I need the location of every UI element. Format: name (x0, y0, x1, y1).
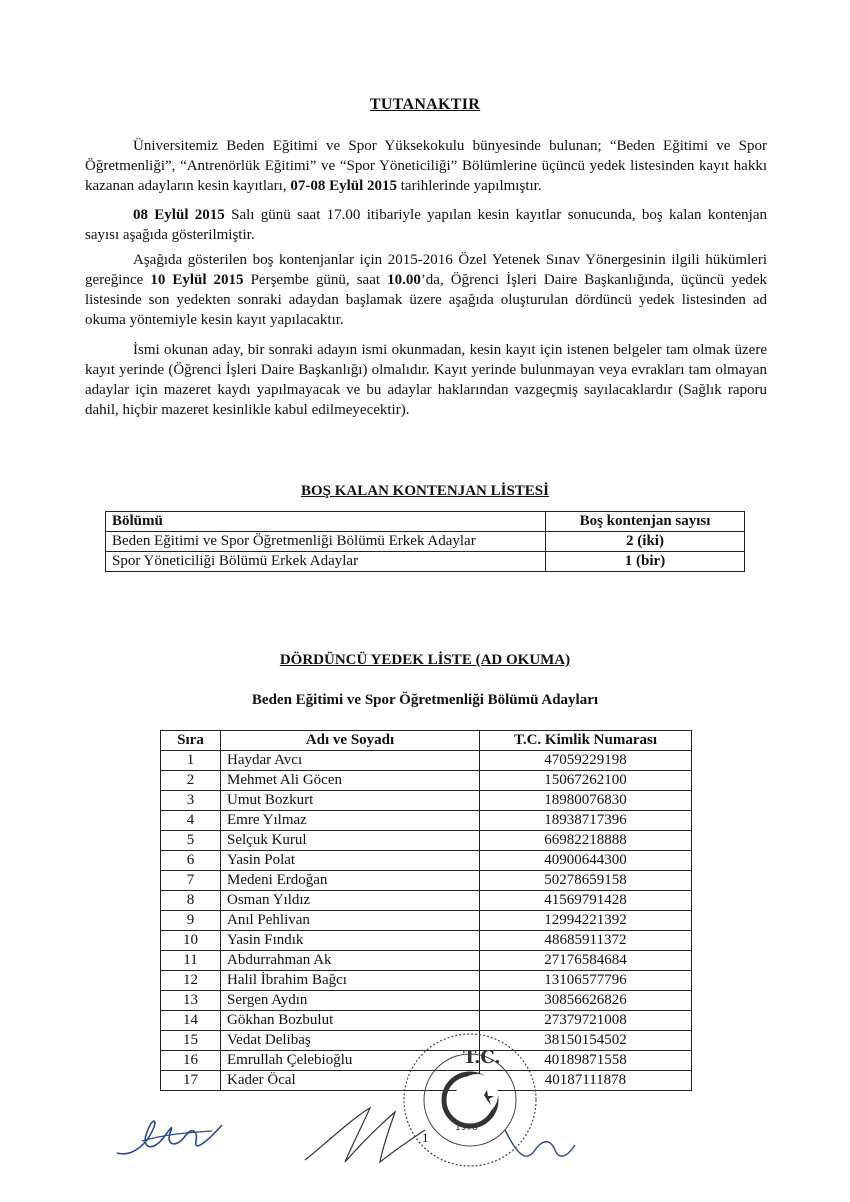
order-cell: 9 (161, 911, 221, 931)
signature-left (112, 1105, 232, 1165)
table-row (161, 831, 692, 851)
name-cell: Abdurrahman Ak (221, 951, 480, 971)
id-number-cell: 15067262100 (480, 771, 692, 791)
signature-right (500, 1120, 580, 1170)
table-row (161, 911, 692, 931)
table-row (161, 931, 692, 951)
seal-letters: T.C. (463, 1047, 501, 1068)
page-number: 1 (422, 1130, 429, 1145)
text-run: 10 Eylül 2015 (150, 272, 244, 288)
text-run: Aşağıda gösterilen boş kontenjanlar için 2015-2016 Özel Yetenek Sınav Yönergesinin ilgili hükümleri gereğince (85, 252, 767, 288)
name-cell: Emre Yılmaz (221, 811, 480, 831)
table-row (106, 532, 745, 552)
table-row (161, 811, 692, 831)
vacancy-table (105, 511, 745, 572)
table-row (161, 771, 692, 791)
order-cell: 7 (161, 871, 221, 891)
header-name: Adı ve Soyadı (221, 731, 480, 751)
table-row (161, 991, 692, 1011)
id-number-cell: 47059229198 (480, 751, 692, 771)
id-number-cell: 27379721008 (480, 1011, 692, 1031)
name-cell: Yasin Polat (221, 851, 480, 871)
vacancy-count-cell: 1 (bir) (546, 552, 745, 572)
order-cell: 1 (161, 751, 221, 771)
id-number-cell: 30856626826 (480, 991, 692, 1011)
order-cell: 3 (161, 791, 221, 811)
name-cell: Medeni Erdoğan (221, 871, 480, 891)
id-number-cell: 50278659158 (480, 871, 692, 891)
reserve-list-subtitle: Beden Eğitimi ve Spor Öğretmenliği Bölümü Adayları (251, 692, 599, 708)
id-number-cell: 48685911372 (480, 931, 692, 951)
name-cell: Emrullah Çelebioğlu (221, 1051, 480, 1071)
order-cell: 5 (161, 831, 221, 851)
paragraph-4 (85, 340, 767, 420)
name-cell: Haydar Avcı (221, 751, 480, 771)
department-cell: Spor Yöneticiliği Bölümü Erkek Adaylar (106, 552, 546, 572)
text-run: Salı günü saat 17.00 itibariyle yapılan kesin kayıtlar sonucunda, boş kalan kontenjan sayısı aşağıda gösterilmiştir. (85, 207, 767, 243)
id-number-cell: 18980076830 (480, 791, 692, 811)
name-cell: Selçuk Kurul (221, 831, 480, 851)
name-cell: Gökhan Bozbulut (221, 1011, 480, 1031)
id-number-cell: 40900644300 (480, 851, 692, 871)
order-cell: 4 (161, 811, 221, 831)
id-number-cell: 27176584684 (480, 951, 692, 971)
name-cell: Sergen Aydın (221, 991, 480, 1011)
text-run: 07-08 Eylül 2015 (290, 178, 398, 194)
order-cell: 2 (161, 771, 221, 791)
vacancy-table-title: BOŞ KALAN KONTENJAN LİSTESİ (301, 483, 549, 499)
name-cell: Mehmet Ali Göcen (221, 771, 480, 791)
table-row (106, 552, 745, 572)
table-row (161, 851, 692, 871)
id-number-cell: 40189871558 (480, 1051, 692, 1071)
name-cell: Halil İbrahim Bağcı (221, 971, 480, 991)
text-run: 10.00 (387, 272, 421, 288)
vacancy-table-header (106, 512, 745, 532)
paragraph-1 (85, 136, 767, 196)
order-cell: 10 (161, 931, 221, 951)
name-cell: Kader Öcal (221, 1071, 480, 1091)
name-cell: Anıl Pehlivan (221, 911, 480, 931)
header-department: Bölümü (106, 512, 546, 532)
order-cell: 13 (161, 991, 221, 1011)
order-cell: 17 (161, 1071, 221, 1091)
paragraph-3 (85, 250, 767, 330)
seal-year: 1978 (455, 1123, 478, 1133)
reserve-list-title: DÖRDÜNCÜ YEDEK LİSTE (AD OKUMA) (279, 652, 571, 668)
id-number-cell: 66982218888 (480, 831, 692, 851)
document-title: TUTANAKTIR (369, 96, 481, 113)
table-row (161, 891, 692, 911)
text-run: 08 Eylül 2015 (133, 207, 225, 223)
paragraph-2 (85, 205, 767, 245)
header-id-number: T.C. Kimlik Numarası (480, 731, 692, 751)
id-number-cell: 12994221392 (480, 911, 692, 931)
id-number-cell: 13106577796 (480, 971, 692, 991)
table-row (161, 751, 692, 771)
order-cell: 16 (161, 1051, 221, 1071)
text-run: ’da, Öğrenci İşleri Daire Başkanlığında, üçüncü yedek listesinde son yedekten sonraki adaydan başlamak üzere aşağıda oluşturulan dördüncü yedek listesinden ad okuma yöntemiyle kesin kayıt yapılacaktır. (85, 272, 768, 328)
id-number-cell: 40187111878 (480, 1071, 692, 1091)
vacancy-count-cell: 2 (iki) (546, 532, 745, 552)
header-vacancy-count: Boş kontenjan sayısı (546, 512, 745, 532)
table-row (161, 871, 692, 891)
text-run: tarihlerinde yapılmıştır. (397, 178, 542, 194)
table-row (161, 971, 692, 991)
name-cell: Vedat Delibaş (221, 1031, 480, 1051)
table-row (161, 791, 692, 811)
header-order: Sıra (161, 731, 221, 751)
department-cell: Beden Eğitimi ve Spor Öğretmenliği Bölümü Erkek Adaylar (106, 532, 546, 552)
table-row (161, 951, 692, 971)
order-cell: 15 (161, 1031, 221, 1051)
text-run: Perşembe günü, saat (243, 272, 388, 288)
order-cell: 14 (161, 1011, 221, 1031)
signature-middle (300, 1100, 440, 1170)
order-cell: 6 (161, 851, 221, 871)
name-cell: Osman Yıldız (221, 891, 480, 911)
order-cell: 11 (161, 951, 221, 971)
text-run: İsmi okunan aday, bir sonraki adayın ismi okunmadan, kesin kayıt için istenen belgeler tam olmak üzere kayıt yerinde (Öğrenci İşleri Daire Başkanlığı) olmalıdır. Kayıt yerinde bulunmayan veya evrakları tam olmayan adaylar için mazeret kaydı yapılmayacak ve bu adaylar haklarından vazgeçmiş sayılacaklardır (Sağlık raporu dahil, hiçbir mazeret kesinlikle kabul edilmeyecektir). (85, 342, 767, 418)
name-cell: Yasin Fındık (221, 931, 480, 951)
order-cell: 8 (161, 891, 221, 911)
text-run: Üniversitemiz Beden Eğitimi ve Spor Yüksekokulu bünyesinde bulunan; “Beden Eğitimi ve Spor Öğretmenliği”, “Antrenörlük Eğitimi” ve “Spor Yöneticiliği” Bölümlerine üçüncü yedek listesinden kayıt hakkı kazanan adayların kesin kayıtları, (85, 138, 767, 194)
name-cell: Umut Bozkurt (221, 791, 480, 811)
reserve-table-header (161, 731, 692, 751)
id-number-cell: 41569791428 (480, 891, 692, 911)
order-cell: 12 (161, 971, 221, 991)
id-number-cell: 18938717396 (480, 811, 692, 831)
id-number-cell: 38150154502 (480, 1031, 692, 1051)
